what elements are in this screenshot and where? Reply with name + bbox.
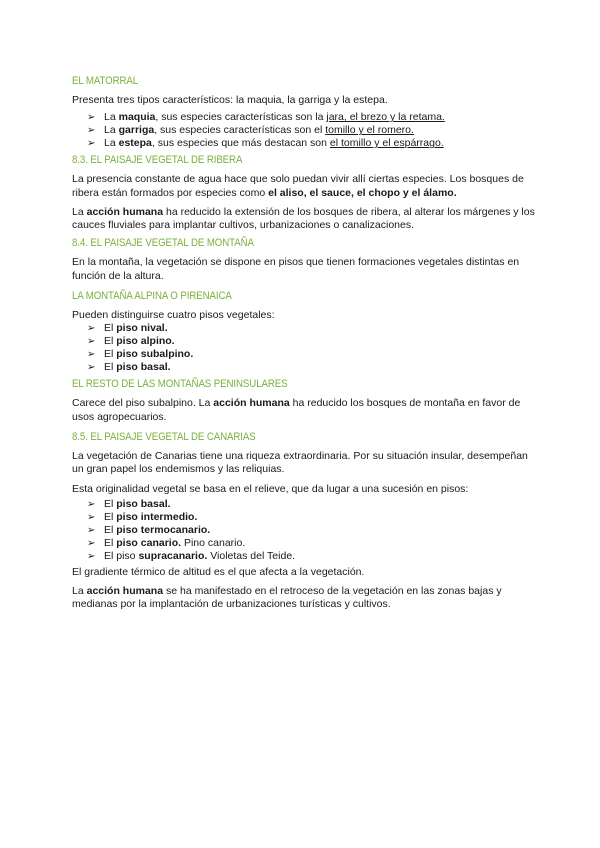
list-item: ➢ La estepa, sus especies que más destacan son el tomillo y el espárrago.: [87, 137, 444, 150]
list-item: ➢ La garriga, sus especies características son el tomillo y el romero.: [87, 124, 414, 137]
alpina-list: [72, 322, 542, 374]
arrow-bullet-icon: ➢: [87, 550, 96, 562]
list-item: ➢ El piso supracanario. Violetas del Teide.: [87, 549, 296, 562]
heading-montana: 8.4. EL PAISAJE VEGETAL DE MONTAÑA: [72, 237, 254, 250]
list-item: ➢ El piso termocanario.: [87, 523, 211, 536]
arrow-bullet-icon: ➢: [87, 537, 96, 549]
heading-canarias: 8.5. EL PAISAJE VEGETAL DE CANARIAS: [72, 430, 256, 443]
ribera-paragraph-1: La presencia constante de agua hace que solo puedan vivir allí ciertas especies. Los bosques de ribera están formados por especies como el aliso, el sauce, el chopo y el álamo.: [72, 173, 524, 199]
heading-alpina: LA MONTAÑA ALPINA O PIRENAICA: [72, 290, 232, 303]
heading-resto: EL RESTO DE LAS MONTAÑAS PENINSULARES: [72, 378, 288, 391]
arrow-bullet-icon: ➢: [87, 511, 96, 523]
canarias-paragraph-2: Esta originalidad vegetal se basa en el relieve, que da lugar a una sucesión en pisos:: [72, 482, 469, 495]
list-item: ➢ El piso nival.: [87, 322, 168, 335]
ribera-paragraph-2: La acción humana ha reducido la extensión de los bosques de ribera, al alterar los márgenes y los cauces fluviales para implantar cultivos, urbanizaciones o canalizaciones.: [72, 205, 535, 232]
arrow-bullet-icon: ➢: [87, 125, 96, 137]
arrow-bullet-icon: ➢: [87, 498, 96, 510]
list-item: ➢ El piso alpino.: [87, 335, 175, 348]
arrow-bullet-icon: ➢: [87, 362, 96, 374]
montana-paragraph: En la montaña, la vegetación se dispone en pisos que tienen formaciones vegetales distintas en función de la altura.: [72, 256, 520, 282]
matorral-list: [72, 111, 542, 150]
matorral-intro: Presenta tres tipos característicos: la maquia, la garriga y la estepa.: [72, 94, 388, 106]
document-content: [72, 74, 542, 618]
arrow-bullet-icon: ➢: [87, 138, 96, 150]
arrow-bullet-icon: ➢: [87, 349, 96, 361]
alpina-intro: Pueden distinguirse cuatro pisos vegetales:: [72, 309, 275, 322]
list-item: ➢ El piso intermedio.: [87, 510, 198, 523]
heading-matorral: EL MATORRAL: [72, 75, 139, 87]
list-item: ➢ La maquia, sus especies características son la jara, el brezo y la retama.: [87, 111, 445, 124]
list-item: ➢ El piso basal.: [87, 497, 171, 510]
arrow-bullet-icon: ➢: [87, 323, 96, 335]
canarias-paragraph-3: El gradiente térmico de altitud es el que afecta a la vegetación.: [72, 565, 365, 578]
canarias-list: [72, 498, 542, 563]
list-item: ➢ El piso canario. Pino canario.: [87, 536, 246, 549]
resto-paragraph: Carece del piso subalpino. La acción humana ha reducido los bosques de montaña en favor de usos agropecuarios.: [72, 397, 521, 423]
list-item: ➢ El piso basal.: [87, 361, 171, 374]
arrow-bullet-icon: ➢: [87, 112, 96, 124]
arrow-bullet-icon: ➢: [87, 524, 96, 536]
heading-ribera: 8.3. EL PAISAJE VEGETAL DE RIBERA: [72, 154, 243, 167]
arrow-bullet-icon: ➢: [87, 336, 96, 348]
list-item: ➢ El piso subalpino.: [87, 348, 194, 361]
canarias-paragraph-4: La acción humana se ha manifestado en el retroceso de la vegetación en las zonas bajas y medianas por la implantación de urbanizaciones turísticas y cultivos.: [72, 585, 502, 611]
canarias-paragraph-1: La vegetación de Canarias tiene una riqueza extraordinaria. Por su situación insular, desempeñan un gran papel los endemismos y las reliquias.: [72, 449, 528, 476]
